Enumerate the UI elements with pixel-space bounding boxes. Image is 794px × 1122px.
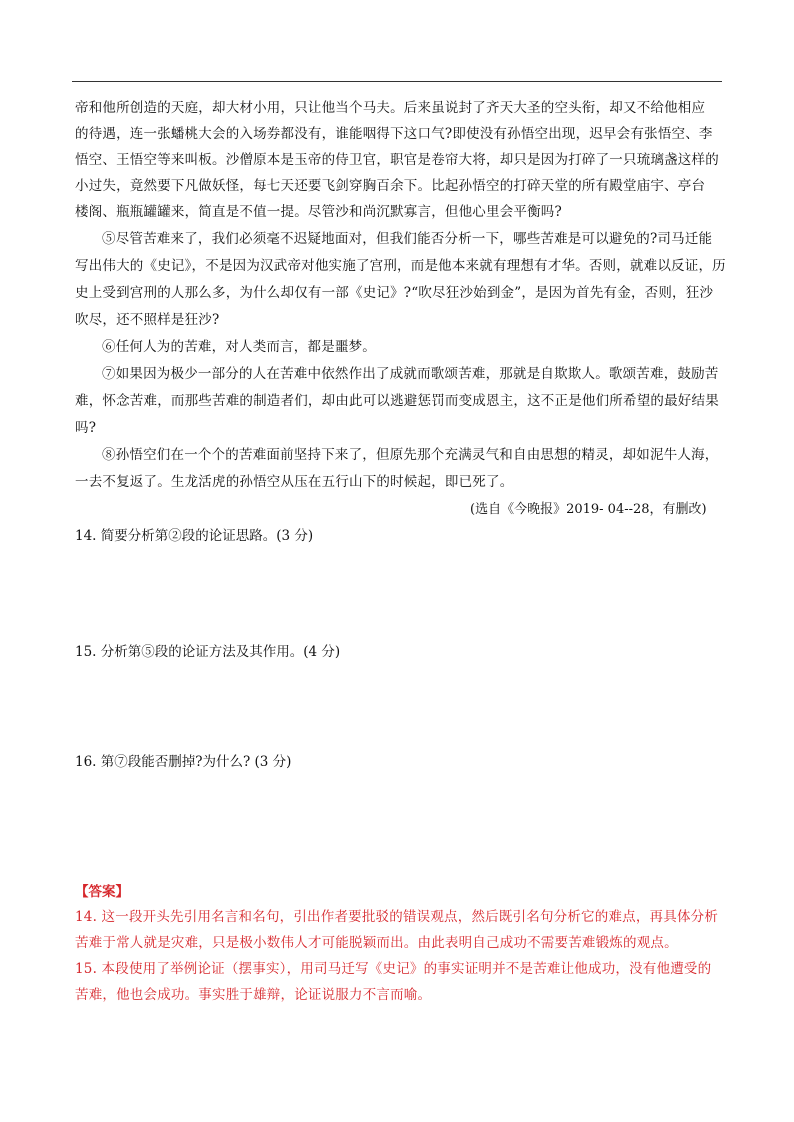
passage-line: 一去不复返了。生龙活虎的孙悟空从压在五行山下的时候起，即已死了。	[75, 474, 514, 490]
passage-line: ⑥任何人为的苦难，对人类而言，都是噩梦。	[102, 339, 376, 355]
passage-line: 悟空、王悟空等来叫板。沙僧原本是玉帝的侍卫官，职官是卷帘大将，却只是因为打碎了一只琉璃盏这样的	[75, 152, 719, 168]
passage-line: ⑤尽管苦难来了，我们必须毫不迟疑地面对，但我们能否分析一下，哪些苦难是可以避免的?司马迁能	[102, 231, 713, 247]
answer-line: 14. 这一段开头先引用名言和名句，引出作者要批驳的错误观点，然后既引名句分析它的难点，再具体分析	[75, 909, 719, 925]
passage-line: 写出伟大的《史记》，不是因为汉武帝对他实施了宫刑，而是他本来就有理想有才华。否则，就难以反证，历	[75, 258, 726, 274]
source-citation: (选自《今晚报》2019- 04--28，有删改)	[470, 502, 707, 517]
passage-line: 帝和他所创造的天庭，却大材小用，只让他当个马夫。后来虽说封了齐天大圣的空头衔，却又不给他相应	[75, 100, 706, 116]
passage-line: 吗?	[75, 420, 97, 436]
question-14: 14. 简要分析第②段的论证思路。(3 分)	[75, 528, 314, 544]
answer-line: 苦难，他也会成功。事实胜于雄辩，论证说服力不言而喻。	[75, 987, 432, 1003]
passage-line: ⑧孙悟空们在一个个的苦难面前坚持下来了，但原先那个充满灵气和自由思想的精灵，却如泥牛人海，	[102, 447, 719, 463]
passage-line: ⑦如果因为极少一部分的人在苦难中依然作出了成就而歌颂苦难，那就是自欺欺人。歌颂苦难，鼓励苦	[102, 366, 719, 382]
answer-heading: 【答案】	[75, 884, 129, 900]
passage-line: 吹尽，还不照样是狂沙?	[75, 312, 220, 328]
question-15: 15. 分析第⑤段的论证方法及其作用。(4 分)	[75, 644, 341, 660]
passage-line: 的待遇，连一张蟠桃大会的入场券都没有，谁能咽得下这口气?即使没有孙悟空出现，迟早会有张悟空、李	[75, 126, 713, 142]
answer-line: 苦难于常人就是灾难，只是极小数伟人才可能脱颖而出。由此表明自己成功不需要苦难锻炼的观点。	[75, 935, 678, 951]
question-16: 16. 第⑦段能否删掉?为什么? (3 分)	[75, 754, 292, 770]
answer-line: 15. 本段使用了举例论证（摆事实），用司马迁写《史记》的事实证明并不是苦难让他成功，没有他遭受的	[75, 961, 712, 977]
header-rule	[72, 81, 722, 82]
passage-line: 楼阁、瓶瓶罐罐来，简直是不值一提。尽管沙和尚沉默寡言，但他心里会平衡吗?	[75, 204, 562, 220]
passage-line: 史上受到宫刑的人那么多，为什么却仅有一部《史记》?“吹尽狂沙始到金”，是因为首先有金，否则，狂沙	[75, 285, 714, 301]
passage-line: 难，怀念苦难，而那些苦难的制造者们，却由此可以逃避惩罚而变成恩主，这不正是他们所希望的最好结果	[75, 393, 719, 409]
passage-line: 小过失，竟然要下凡做妖怪，每七天还要飞剑穿胸百余下。比起孙悟空的打碎天堂的所有殿堂庙宇、亭台	[75, 178, 706, 194]
